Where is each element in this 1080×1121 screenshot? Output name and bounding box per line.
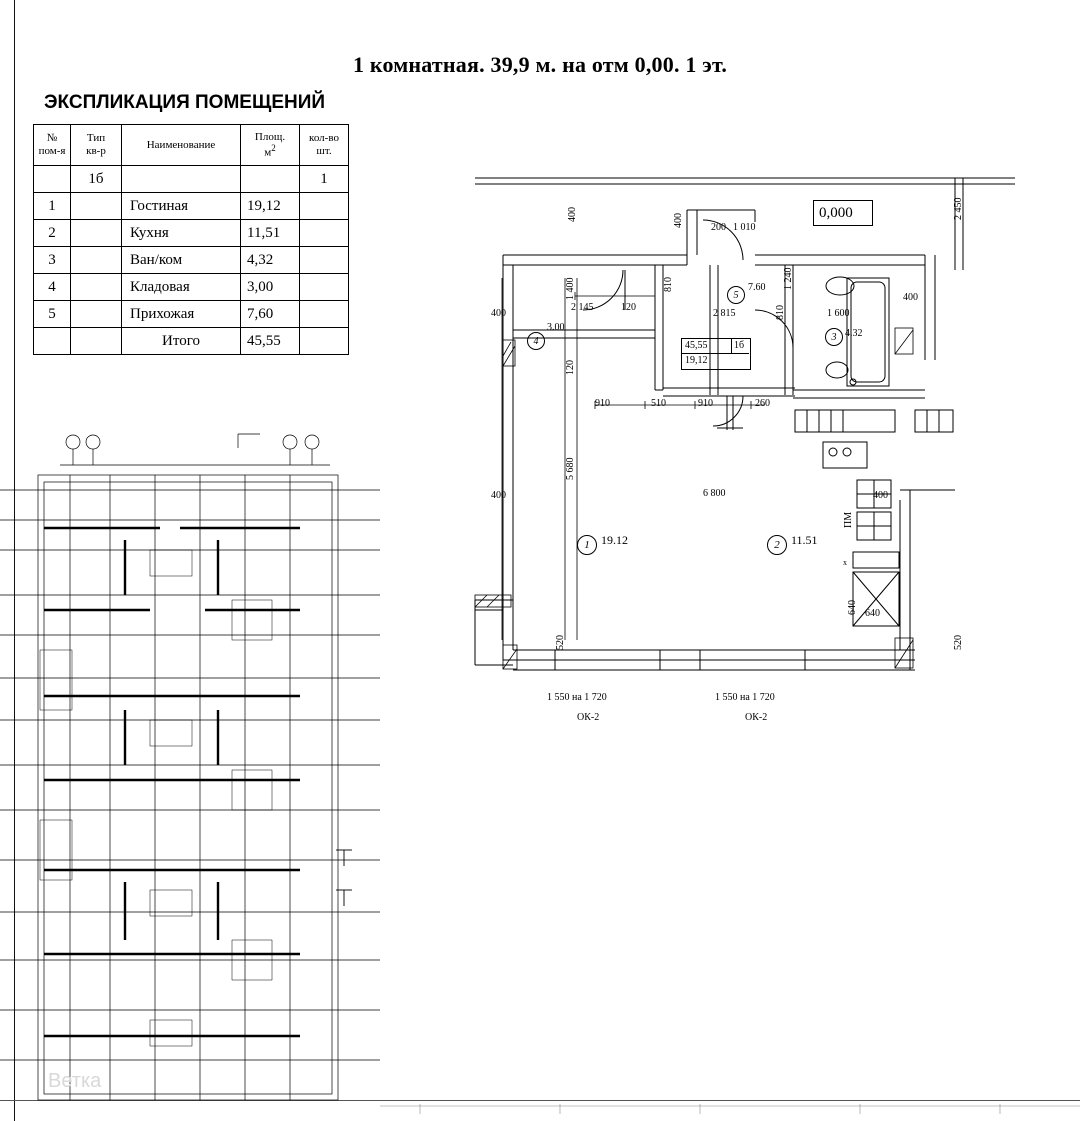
watermark: Ветка (48, 1070, 102, 1092)
dim-5680: 5 680 (565, 457, 576, 480)
summary-living: 19,12 (685, 355, 708, 366)
dim-510: 510 (651, 398, 666, 409)
table-header-row (34, 125, 349, 166)
dim-640-b: 640 (847, 600, 858, 615)
page-title: 1 комнатная. 39,9 м. на отм 0,00. 1 эт. (352, 52, 728, 77)
label-x: х (843, 558, 847, 567)
room-marker-1: 1 (577, 535, 597, 555)
dim-260: 260 (755, 398, 770, 409)
dim-1010: 1 010 (733, 222, 756, 233)
table-row: 2 Кухня 11,51 (34, 220, 349, 247)
dim-1600: 1 600 (827, 308, 850, 319)
room-area-3: 4.32 (845, 328, 863, 339)
dim-640-a: 640 (865, 608, 880, 619)
building-floor-plan (0, 420, 380, 1120)
room-area-1: 19.12 (601, 533, 628, 547)
dim-1240: 1 240 (783, 267, 794, 290)
dim-400-left2: 400 (491, 490, 506, 501)
dim-810-b: 810 (775, 305, 786, 320)
table-row: 1 Гостиная 19,12 (34, 193, 349, 220)
dim-200: 200 (711, 222, 726, 233)
window-1-code: ОК-2 (577, 712, 600, 723)
dim-2145: 2 145 (571, 302, 594, 313)
explication-heading: ЭКСПЛИКАЦИЯ ПОМЕЩЕНИЙ (44, 92, 326, 113)
dim-810-a: 810 (663, 277, 674, 292)
room-area-5: 7.60 (748, 282, 766, 293)
apartment-floorplan (455, 160, 1045, 740)
dim-910-b: 910 (698, 398, 713, 409)
label-pm: ПМ (843, 511, 854, 528)
building-plan-geometry (0, 420, 380, 1120)
window-2-size: 1 550 на 1 720 (715, 692, 775, 703)
dim-120-v: 120 (565, 360, 576, 375)
explication-table (33, 124, 349, 355)
th-name: Наименование (122, 125, 241, 166)
table-row: 4 Кладовая 3,00 (34, 274, 349, 301)
table-row: 1б 1 (34, 166, 349, 193)
dim-520-right: 520 (953, 635, 964, 650)
table-row-total: Итого 45,55 (34, 328, 349, 355)
summary-box-divider (681, 353, 749, 354)
dim-120-h: 120 (621, 302, 636, 313)
summary-box-divider-v (731, 338, 732, 353)
th-type: Тип кв-р (71, 125, 122, 166)
dim-400-left1: 400 (491, 308, 506, 319)
room-marker-4: 4 (527, 332, 545, 350)
dim-6800: 6 800 (703, 488, 726, 499)
table-row: 5 Прихожая 7,60 (34, 301, 349, 328)
dim-1400: 1 400 (565, 277, 576, 300)
dim-250: 400 (673, 213, 684, 228)
th-count: кол-во шт. (300, 125, 349, 166)
floorplan-geometry (455, 160, 1045, 740)
summary-type: 1б (734, 340, 745, 351)
dim-2815: 2 815 (713, 308, 736, 319)
room-marker-3: 3 (825, 328, 843, 346)
dim-400-right2: 400 (873, 490, 888, 501)
bottom-scale-ticks (0, 1104, 1080, 1120)
window-1-size: 1 550 на 1 720 (547, 692, 607, 703)
room-marker-5: 5 (727, 286, 745, 304)
level-mark-value: 0,000 (819, 205, 853, 221)
room-area-4: 3.00 (547, 322, 565, 333)
th-area: Площ. $м^2$ (241, 125, 300, 166)
dim-520-left: 520 (555, 635, 566, 650)
summary-total: 45,55 (685, 340, 708, 351)
dim-400-right1: 400 (903, 292, 918, 303)
room-area-2: 11.51 (791, 533, 818, 547)
th-number: № пом-я (34, 125, 71, 166)
window-2-code: ОК-2 (745, 712, 768, 723)
dim-400-top: 400 (567, 207, 578, 222)
dim-2450: 2 450 (953, 197, 964, 220)
dim-910-a: 910 (595, 398, 610, 409)
table-row: 3 Ван/ком 4,32 (34, 247, 349, 274)
room-marker-2: 2 (767, 535, 787, 555)
